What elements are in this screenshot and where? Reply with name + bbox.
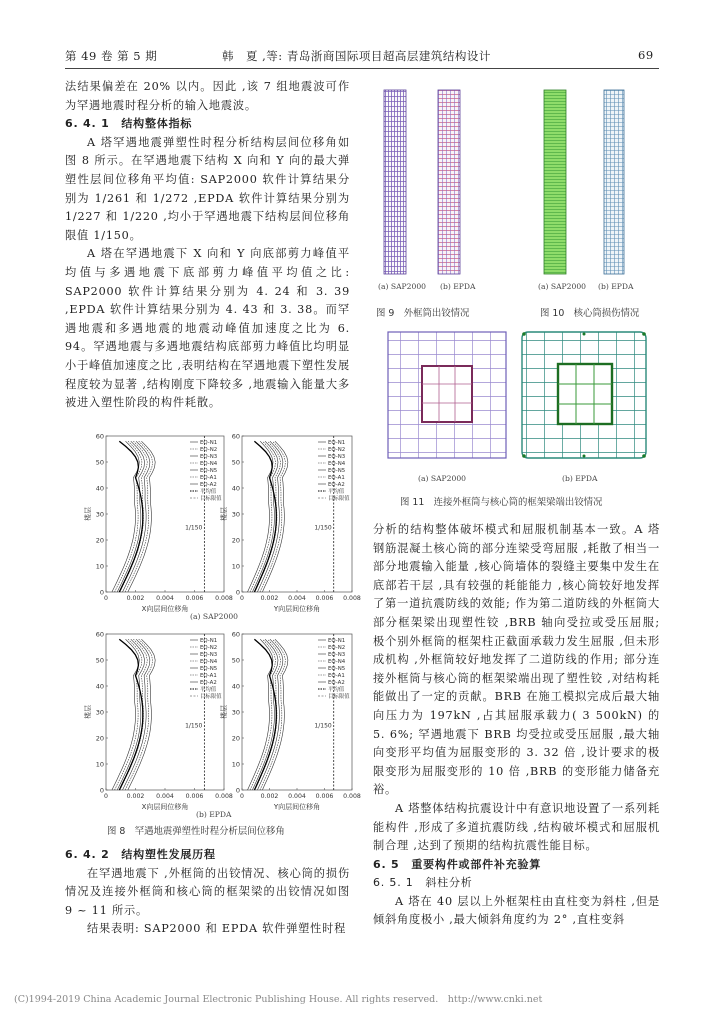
y-axis-label: 楼层 — [220, 705, 228, 719]
fig8-subcaption-a: (a) SAP2000 — [190, 612, 238, 621]
legend-label: 目标限值 — [200, 694, 222, 700]
y-tick-label: 50 — [231, 656, 240, 665]
series-line — [112, 639, 139, 790]
series-line — [117, 639, 144, 790]
fig9-caption: 图 9 外框筒出铰情况 — [376, 308, 470, 319]
fig8-chart-sap-y — [220, 428, 361, 618]
section-heading: 6. 5. 1 斜柱分析 — [373, 876, 473, 890]
legend-label: EQ-N4 — [328, 461, 346, 467]
fig11-image — [382, 326, 654, 470]
legend-label: EQ-N3 — [328, 454, 346, 460]
x-tick-label: 0.006 — [315, 595, 334, 602]
series-line — [123, 441, 150, 592]
y-tick-label: 10 — [95, 760, 104, 769]
fig11-caption: 图 11 连接外框筒与核心筒的框架梁端出铰情况 — [400, 497, 603, 508]
x-tick-label: 0.004 — [156, 595, 174, 602]
y-tick-label: 30 — [95, 510, 104, 519]
copyright-footer: (C)1994-2019 China Academic Journal Electronic Publishing House. All rights reserved. http://www.cnki.net — [14, 994, 543, 1005]
y-tick-label: 30 — [231, 510, 240, 519]
section-heading: 6. 4. 2 结构塑性发展历程 — [65, 848, 216, 861]
y-tick-label: 0 — [99, 786, 104, 795]
paragraph: 结果表明: SAP2000 和 EPDA 软件弹塑性时程 — [87, 922, 347, 936]
series-line — [248, 639, 274, 790]
series-line — [257, 441, 283, 592]
fig9-subcaption-a: (a) SAP2000 — [378, 282, 426, 291]
left-column-top — [65, 78, 350, 413]
x-tick-label: 0.008 — [343, 595, 361, 602]
series-line — [248, 441, 274, 592]
x-tick-label: 0 — [240, 793, 244, 800]
series-line — [257, 639, 283, 790]
legend-label: EQ-N3 — [200, 652, 218, 658]
x-tick-label: 0.002 — [126, 793, 145, 800]
x-tick-label: 0.002 — [260, 595, 279, 602]
series-line — [112, 441, 139, 592]
y-tick-label: 60 — [231, 432, 240, 441]
fig11-subcaption-b: (b) EPDA — [562, 474, 598, 483]
running-title: 韩 夏 ,等: 青岛浙商国际项目超高层建筑结构设计 — [222, 49, 491, 63]
legend-label: EQ-A1 — [200, 475, 217, 481]
x-tick-label: 0 — [240, 595, 244, 602]
y-tick-label: 0 — [235, 588, 240, 597]
legend-label: 平均值 — [328, 489, 345, 495]
limit-label: 1/150 — [314, 722, 332, 730]
section-heading: 6. 4. 1 结构整体指标 — [65, 117, 193, 131]
page-number: 69 — [638, 48, 654, 62]
paragraph: A 塔在罕遇地震下 X 向和 Y 向底部剪力峰值平均值与多遇地震下底部剪力峰值平均值之比: SAP2000 软件计算结果分别为 4. 24 和 3. 39 ,EPDA 软件计算结果分别为 4. 43 和 3. 38。而罕遇地震和多遇地震的地震动峰值加速度之比为 6. 94。罕遇地震与多遇地震结构底部剪力峰值比均明显小于峰值加速度之比 ,表明结构在罕遇地震下塑性发展程度较为显著 ,结构刚度下降较多 ,地震输入能量大多被进入塑性阶段的构件耗散。 — [65, 247, 350, 410]
legend-label: 平均值 — [200, 489, 217, 495]
y-tick-label: 0 — [235, 786, 240, 795]
paragraph: A 塔在 40 层以上外框架柱由直柱变为斜柱 ,但是倾斜角度极小 ,最大倾斜角度约为 2° ,直柱变斜 — [373, 894, 660, 927]
x-tick-label: 0.004 — [288, 793, 306, 800]
fig8-chart-epda-x — [80, 626, 233, 816]
x-tick-label: 0.002 — [260, 793, 279, 800]
legend-label: EQ-N5 — [328, 468, 346, 474]
fig8-chart-sap-x — [80, 428, 233, 618]
legend-label: EQ-N1 — [200, 440, 218, 446]
y-tick-label: 10 — [95, 562, 104, 571]
legend-label: EQ-N2 — [328, 645, 346, 651]
y-tick-label: 40 — [231, 484, 240, 493]
x-axis-label: X向层间位移角 — [141, 605, 189, 613]
legend-label: EQ-N2 — [200, 447, 218, 453]
series-line — [117, 441, 144, 592]
legend-label: EQ-A2 — [328, 680, 345, 686]
y-tick-label: 60 — [231, 630, 240, 639]
journal-volume: 第 49 卷 第 5 期 — [65, 49, 158, 63]
fig8-caption: 图 8 罕遇地震弹塑性时程分析层间位移角 — [107, 826, 285, 837]
paragraph: 在罕遇地震下 ,外框筒的出铰情况、核心筒的损伤情况及连接外框筒和核心筒的框架梁的出铰情况如图 9 ~ 11 所示。 — [65, 866, 350, 917]
legend-label: EQ-N4 — [200, 659, 218, 665]
fig11-plan-sap — [388, 332, 506, 458]
fig10-caption: 图 10 核心筒损伤情况 — [540, 308, 640, 319]
legend-label: EQ-N3 — [328, 652, 346, 658]
legend-label: EQ-N1 — [328, 638, 346, 644]
y-tick-label: 30 — [95, 708, 104, 717]
paragraph: A 塔罕遇地震弹塑性时程分析结构层间位移角如图 8 所示。在罕遇地震下结构 X 向和 Y 向的最大弹塑性层间位移角平均值: SAP2000 软件计算结果分别为 1/261 和 1/272 ,EPDA 软件计算结果分别为 1/227 和 1/220 ,均小于罕遇地震下结构层间位移角限值 1/150。 — [65, 135, 350, 242]
left-column-bottom — [65, 846, 350, 939]
fig8-chart-epda-y — [220, 626, 361, 816]
x-tick-label: 0.008 — [215, 793, 233, 800]
x-axis-label: Y向层间位移角 — [273, 803, 321, 811]
x-tick-label: 0.002 — [126, 595, 145, 602]
y-tick-label: 20 — [95, 734, 104, 743]
y-tick-label: 40 — [95, 682, 104, 691]
limit-label: 1/150 — [185, 722, 203, 730]
paragraph: 分析的结构整体破坏模式和屈服机制基本一致。A 塔钢筋混凝土核心筒的部分连梁受弯屈服 ,耗散了相当一部分地震输入能量 ,核心筒墙体的裂缝主要集中发生在底部若干层 ,具有较强的耗能能力 ,核心筒较好地发挥了第一道抗震防线的效能; 作为第二道防线的外框筒大部分框架梁出现塑性铰 ,BRB 轴向受拉或受压屈服; 极个别外框筒的框架柱正截面承载力发生屈服 ,但未形成机构 ,外框筒较好地发挥了二道防线的作用; 部分连接外框筒与核心筒的框架梁端出现了塑性铰 ,对结构耗能做出了一定的贡献。BRB 在施工模拟完成后最大轴向压力为 197kN ,占其屈服承载力( 3 500kN) 的 5. 6%; 罕遇地震下 BRB 均受拉或受压屈服 ,最大轴向变形平均值为屈服变形的 3. 32 倍 ,设计要求的极限变形为屈服变形的 10 倍 ,BRB 的变形能力储备充裕。 — [373, 523, 660, 797]
series-line — [252, 639, 278, 790]
paragraph: 法结果偏差在 20% 以内。因此 ,该 7 组地震波可作为罕遇地震时程分析的输入地震波。 — [65, 80, 350, 112]
y-tick-label: 20 — [95, 536, 104, 545]
legend-label: EQ-N1 — [328, 440, 346, 446]
legend-label: EQ-N3 — [200, 454, 218, 460]
series-line — [252, 441, 278, 592]
legend-label: EQ-N1 — [200, 638, 218, 644]
fig10-subcaption-b: (b) EPDA — [598, 282, 634, 291]
legend-label: EQ-N5 — [200, 666, 218, 672]
legend-label: EQ-N5 — [328, 666, 346, 672]
legend-label: EQ-N4 — [200, 461, 218, 467]
y-axis-label: 楼层 — [84, 507, 92, 521]
fig9-image — [370, 86, 520, 286]
fig9-subcaption-b: (b) EPDA — [440, 282, 476, 291]
legend-label: EQ-A1 — [328, 475, 345, 481]
x-tick-label: 0.006 — [185, 595, 204, 602]
fig10-subcaption-a: (a) SAP2000 — [538, 282, 586, 291]
y-axis-label: 楼层 — [220, 507, 228, 521]
legend-label: 目标限值 — [200, 496, 222, 502]
legend-label: 目标限值 — [328, 694, 350, 700]
x-tick-label: 0.008 — [215, 595, 233, 602]
header-rule — [65, 68, 659, 69]
legend-label: EQ-A1 — [200, 673, 217, 679]
x-tick-label: 0.004 — [156, 793, 174, 800]
x-tick-label: 0.006 — [315, 793, 334, 800]
legend-label: EQ-A2 — [200, 680, 217, 686]
right-column — [373, 521, 660, 930]
x-tick-label: 0.006 — [185, 793, 204, 800]
y-tick-label: 40 — [95, 484, 104, 493]
legend-label: EQ-N5 — [200, 468, 218, 474]
fig8-subcaption-b: (b) EPDA — [196, 810, 232, 819]
y-tick-label: 30 — [231, 708, 240, 717]
y-axis-label: 楼层 — [84, 705, 92, 719]
legend-label: 平均值 — [328, 687, 345, 693]
series-line — [123, 639, 150, 790]
y-tick-label: 60 — [95, 630, 104, 639]
legend-label: EQ-A2 — [200, 482, 217, 488]
legend-label: 目标限值 — [328, 496, 350, 502]
y-tick-label: 10 — [231, 562, 240, 571]
limit-label: 1/150 — [314, 524, 332, 532]
y-tick-label: 40 — [231, 682, 240, 691]
x-tick-label: 0 — [104, 793, 108, 800]
legend-label: EQ-N4 — [328, 659, 346, 665]
legend-label: EQ-A1 — [328, 673, 345, 679]
y-tick-label: 50 — [95, 656, 104, 665]
fig10-image — [530, 86, 670, 286]
fig11-plan-epda — [522, 332, 646, 458]
y-tick-label: 10 — [231, 760, 240, 769]
fig11-subcaption-a: (a) SAP2000 — [418, 474, 466, 483]
y-tick-label: 0 — [99, 588, 104, 597]
limit-label: 1/150 — [185, 524, 203, 532]
legend-label: EQ-A2 — [328, 482, 345, 488]
y-tick-label: 20 — [231, 536, 240, 545]
x-tick-label: 0.008 — [343, 793, 361, 800]
x-axis-label: X向层间位移角 — [141, 803, 189, 811]
x-axis-label: Y向层间位移角 — [273, 605, 321, 613]
x-tick-label: 0.004 — [288, 595, 306, 602]
y-tick-label: 50 — [95, 458, 104, 467]
x-tick-label: 0 — [104, 595, 108, 602]
y-tick-label: 20 — [231, 734, 240, 743]
y-tick-label: 50 — [231, 458, 240, 467]
paragraph: A 塔整体结构抗震设计中有意识地设置了一系列耗能构件 ,形成了多道抗震防线 ,结构破坏模式和屈服机制合理 ,达到了预期的结构抗震性能目标。 — [373, 801, 660, 853]
legend-label: EQ-N2 — [328, 447, 346, 453]
y-tick-label: 60 — [95, 432, 104, 441]
legend-label: EQ-N2 — [200, 645, 218, 651]
legend-label: 平均值 — [200, 687, 217, 693]
section-heading: 6. 5 重要构件或部件补充验算 — [373, 857, 542, 871]
